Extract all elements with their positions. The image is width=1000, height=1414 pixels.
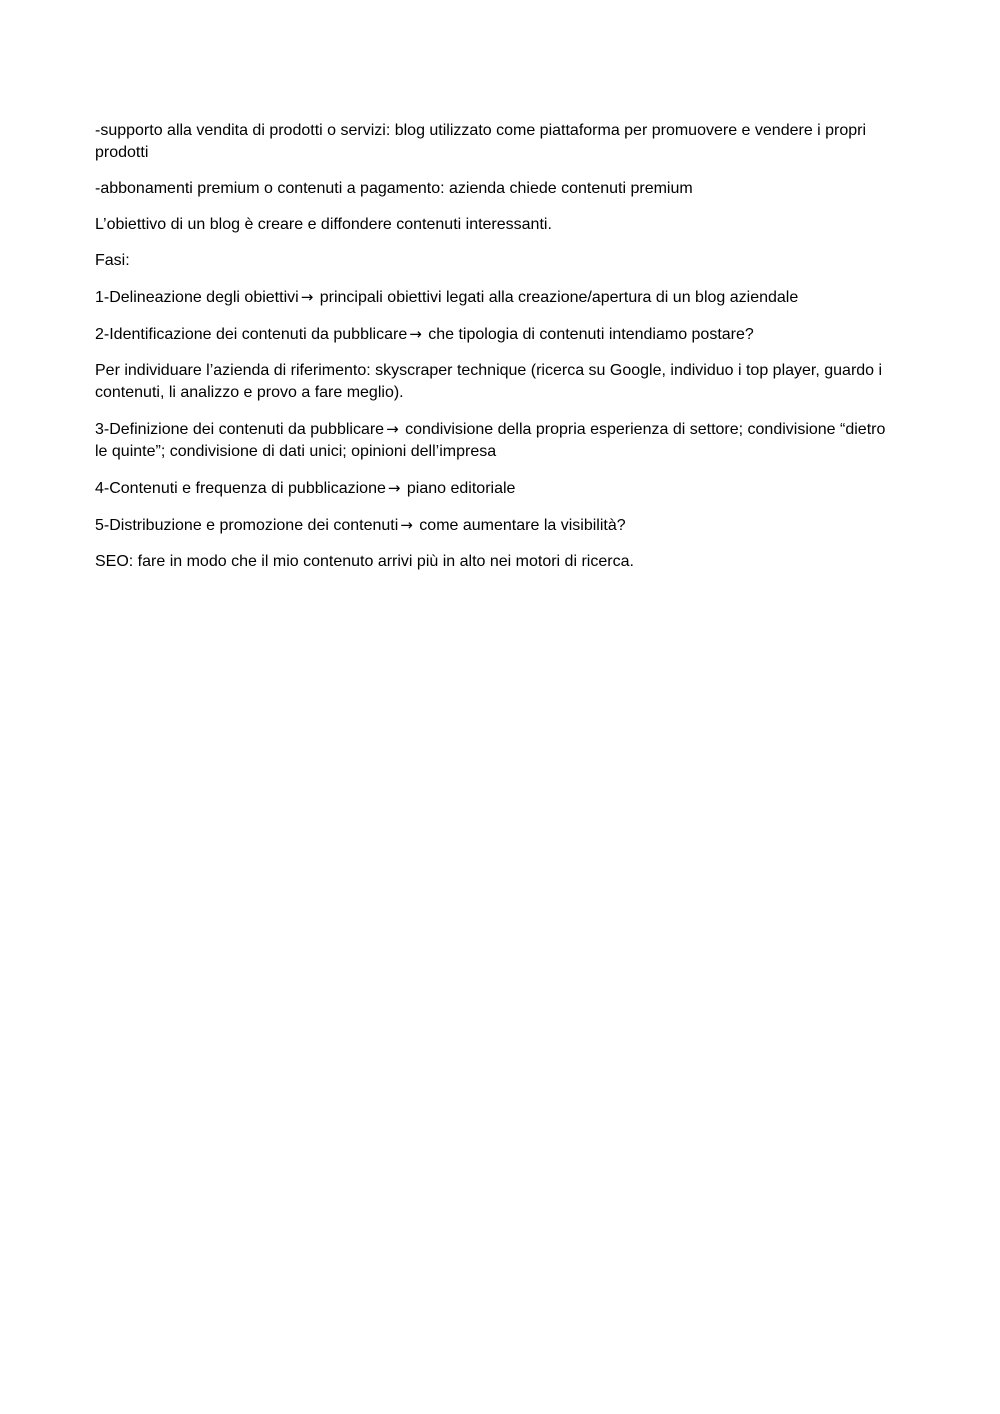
paragraph-fase-2 (95, 323, 895, 346)
fase-4-title: 4-Contenuti e frequenza di pubblicazione (95, 480, 386, 497)
arrow-right-icon: → (409, 325, 422, 343)
paragraph-fase-1 (95, 286, 895, 309)
paragraph-supporto-vendita: -supporto alla vendita di prodotti o servizi: blog utilizzato come piattaforma per promuovere e vendere i propri prodotti (95, 122, 867, 161)
arrow-right-icon: → (400, 516, 413, 534)
fase-2-title: 2-Identificazione dei contenuti da pubblicare (95, 326, 408, 343)
fase-1-description: principali obiettivi legati alla creazione/apertura di un blog aziendale (315, 289, 799, 306)
paragraph-fase-4 (95, 477, 895, 500)
fase-3-title: 3-Definizione dei contenuti da pubblicare (95, 421, 385, 438)
paragraph-fase-3 (95, 418, 895, 463)
paragraph-fasi-heading: Fasi: (95, 252, 130, 269)
paragraph-obiettivo-blog: L’obiettivo di un blog è creare e diffondere contenuti interessanti. (95, 216, 552, 233)
paragraph-skyscraper-technique: Per individuare l’azienda di riferimento: skyscraper technique (ricerca su Google, individuo i top player, guardo i contenuti, li analizzo e provo a fare meglio). (95, 362, 883, 401)
paragraph-abbonamenti-premium: -abbonamenti premium o contenuti a pagamento: azienda chiede contenuti premium (95, 180, 693, 197)
paragraph-seo: SEO: fare in modo che il mio contenuto arrivi più in alto nei motori di ricerca. (95, 553, 634, 570)
fase-5-title: 5-Distribuzione e promozione dei contenuti (95, 517, 399, 534)
fase-2-description: che tipologia di contenuti intendiamo postare? (423, 326, 754, 343)
fase-3-description: condivisione della propria esperienza di settore; condivisione “dietro le quinte”; condivisione di dati unici; opinioni dell’impresa (95, 421, 886, 460)
arrow-right-icon: → (300, 288, 314, 306)
arrow-right-icon: → (386, 420, 399, 438)
paragraph-fase-5 (95, 514, 895, 537)
fase-1-title: 1-Delineazione degli obiettivi (95, 289, 299, 306)
fase-5-description: come aumentare la visibilità? (414, 517, 626, 534)
fase-4-description: piano editoriale (402, 480, 516, 497)
arrow-right-icon: → (387, 479, 401, 497)
document-body (95, 120, 895, 587)
